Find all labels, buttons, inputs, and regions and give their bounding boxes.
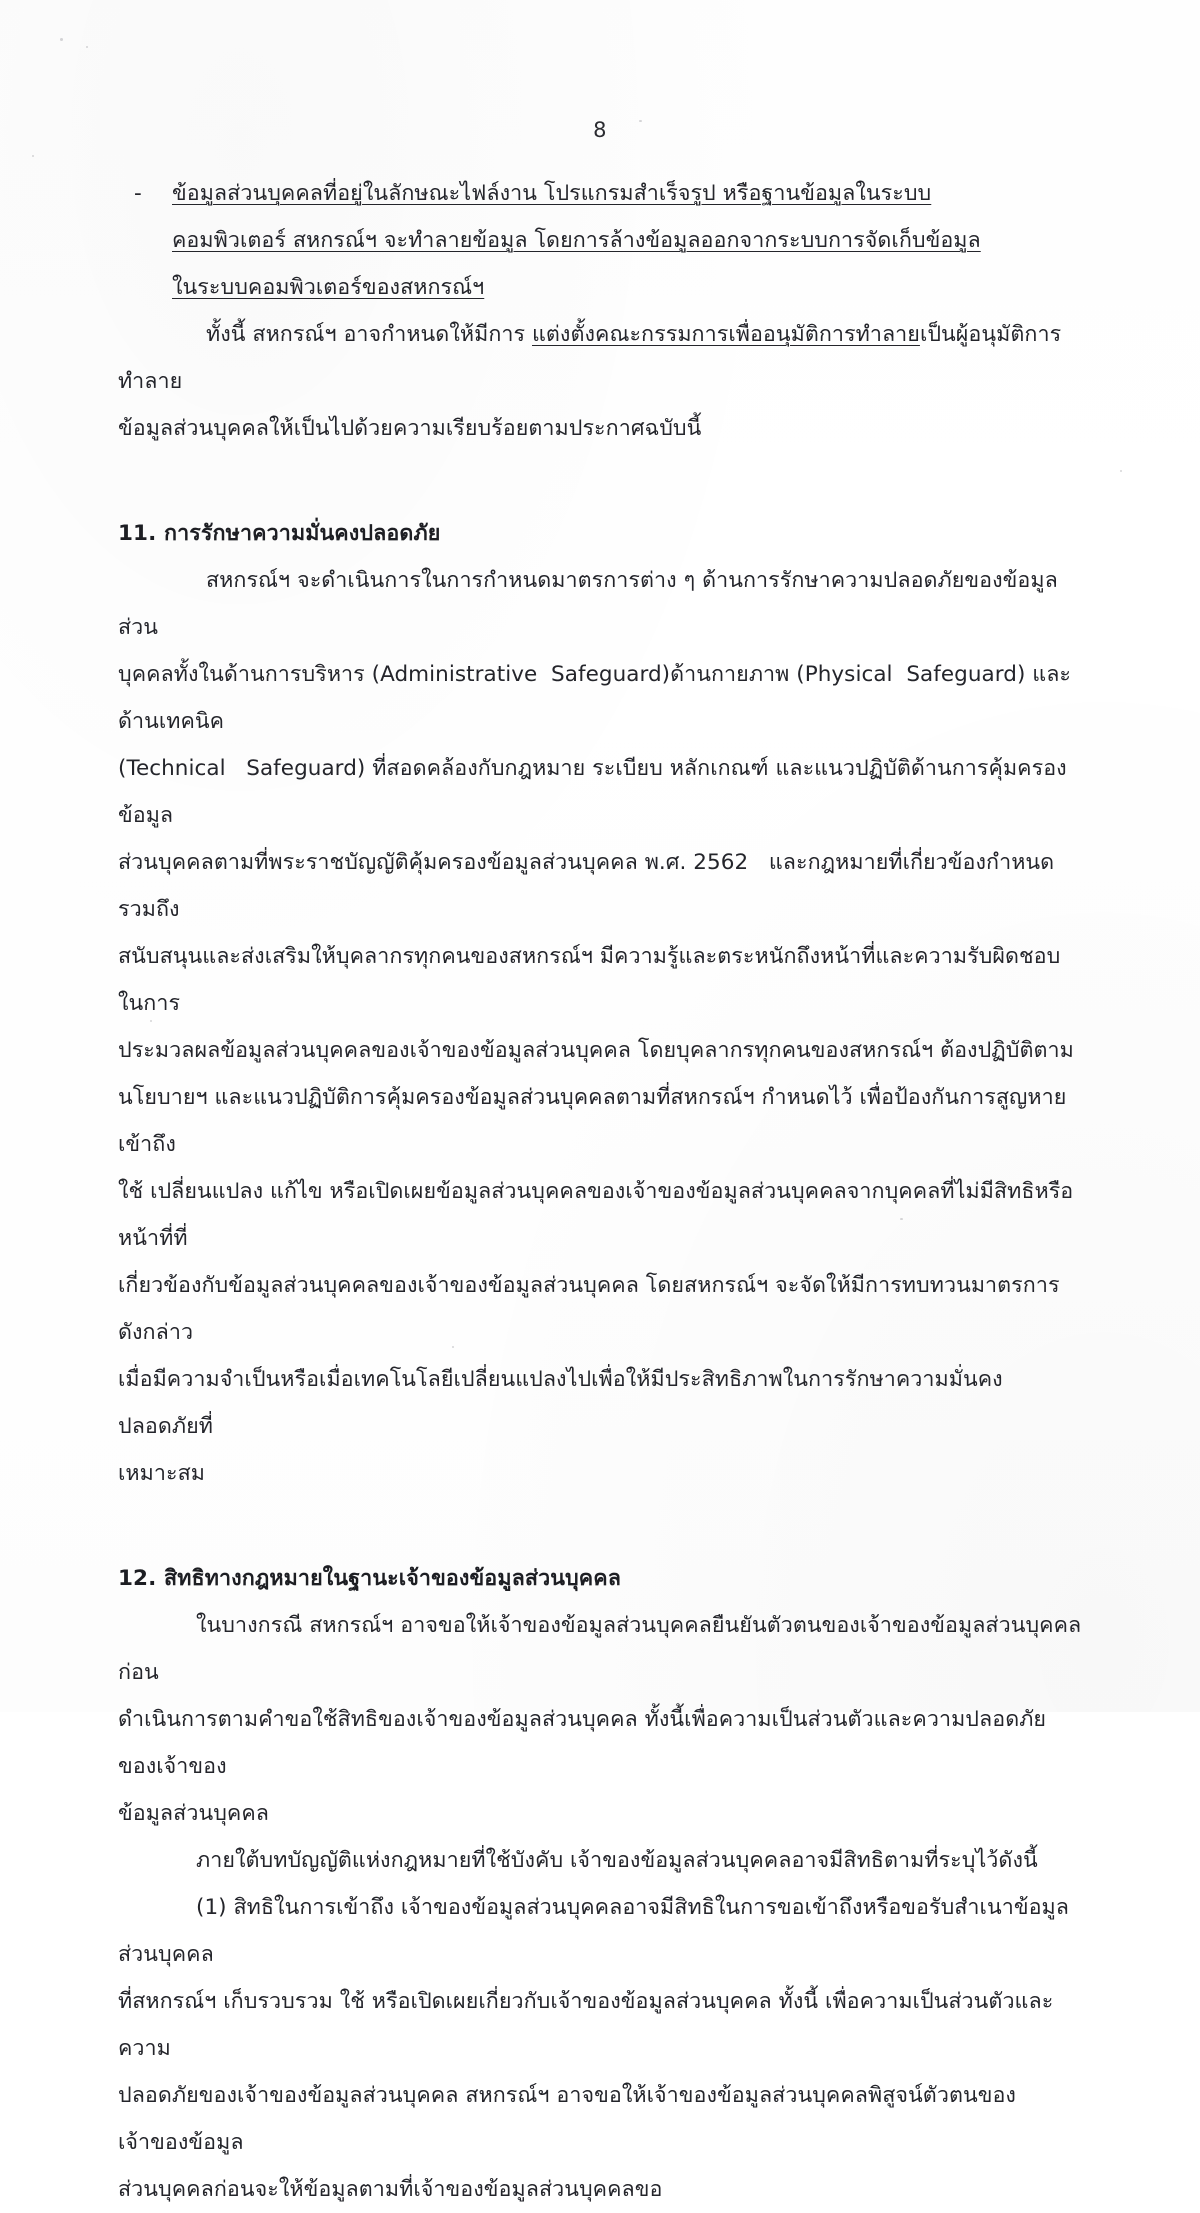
text-run: ทั้งนี้ สหกรณ์ฯ อาจกำหนดให้มีการ xyxy=(206,322,532,347)
scan-speckle xyxy=(86,46,88,48)
paragraph-legal-rights-lead xyxy=(118,1837,1083,1884)
scan-speckle xyxy=(32,155,34,157)
underlined-text-run: แต่งตั้งคณะกรรมการเพื่ออนุมัติการทำลาย xyxy=(532,322,920,347)
paragraph-line: ใช้ เปลี่ยนแปลง แก้ไข หรือเปิดเผยข้อมูลส่วนบุคคลของเจ้าของข้อมูลส่วนบุคคลจากบุคคลที่ไม่มีสิทธิหรือหน้าที่ที่ xyxy=(118,1179,1074,1251)
paragraph-right-1-access xyxy=(118,1884,1083,2213)
paragraph-line: เมื่อมีความจำเป็นหรือเมื่อเทคโนโลยีเปลี่ยนแปลงไปเพื่อให้มีประสิทธิภาพในการรักษาความมั่นคงปลอดภัยที่ xyxy=(118,1367,1003,1439)
document-body xyxy=(118,170,1083,2213)
paragraph-line: ที่สหกรณ์ฯ เก็บรวบรวม ใช้ หรือเปิดเผยเกี่ยวกับเจ้าของข้อมูลส่วนบุคคล ทั้งนี้ เพื่อความเป็นส่วนตัวและความ xyxy=(118,1989,1054,2061)
section-spacer xyxy=(118,452,1083,510)
section-heading-12: 12. สิทธิทางกฎหมายในฐานะเจ้าของข้อมูลส่วนบุคคล xyxy=(118,1566,622,1591)
paragraph-section-12-intro xyxy=(118,1602,1083,1837)
paragraph-line: ดำเนินการตามคำขอใช้สิทธิของเจ้าของข้อมูลส่วนบุคคล ทั้งนี้เพื่อความเป็นส่วนตัวและความปลอดภัยของเจ้าของ xyxy=(118,1707,1047,1779)
paragraph-line: นโยบายฯ และแนวปฏิบัติการคุ้มครองข้อมูลส่วนบุคคลตามที่สหกรณ์ฯ กำหนดไว้ เพื่อป้องกันการสูญหาย เข้าถึง xyxy=(118,1085,1074,1157)
paragraph-line: ข้อมูลส่วนบุคคลให้เป็นไปด้วยความเรียบร้อยตามประกาศฉบับนี้ xyxy=(118,416,702,441)
section-spacer xyxy=(118,1497,1083,1555)
paragraph-line: เหมาะสม xyxy=(118,1461,205,1486)
paragraph-line: ในระบบคอมพิวเตอร์ของสหกรณ์ฯ xyxy=(172,275,485,300)
paragraph xyxy=(118,311,1083,452)
scan-speckle xyxy=(60,38,63,41)
paragraph-line: ภายใต้บทบัญญัติแห่งกฎหมายที่ใช้บังคับ เจ้าของข้อมูลส่วนบุคคลอาจมีสิทธิตามที่ระบุไว้ดังนี้ xyxy=(196,1848,1038,1873)
bullet-dash: - xyxy=(134,181,142,206)
paragraph-line: (Technical Safeguard) ที่สอดคล้องกับกฎหมาย ระเบียบ หลักเกณฑ์ และแนวปฏิบัติด้านการคุ้มครองข้อมูล xyxy=(118,756,1067,828)
paragraph-line xyxy=(118,311,1083,405)
list-item-text xyxy=(160,170,1083,311)
scan-speckle xyxy=(1120,470,1122,472)
paragraph-line: ข้อมูลส่วนบุคคลที่อยู่ในลักษณะไฟล์งาน โปรแกรมสำเร็จรูป หรือฐานข้อมูลในระบบ xyxy=(172,181,932,206)
section-heading-11: 11. การรักษาความมั่นคงปลอดภัย xyxy=(118,521,441,546)
paragraph-line: เกี่ยวข้องกับข้อมูลส่วนบุคคลของเจ้าของข้อมูลส่วนบุคคล โดยสหกรณ์ฯ จะจัดให้มีการทบทวนมาตรการดังกล่าว xyxy=(118,1273,1060,1345)
paragraph-line: (1) สิทธิในการเข้าถึง เจ้าของข้อมูลส่วนบุคคลอาจมีสิทธิในการขอเข้าถึงหรือขอรับสำเนาข้อมูลส่วนบุคคล xyxy=(118,1895,1069,1967)
list-item xyxy=(118,170,1083,311)
paragraph-section-11 xyxy=(118,557,1083,1497)
paragraph-line: ปลอดภัยของเจ้าของข้อมูลส่วนบุคคล สหกรณ์ฯ อาจขอให้เจ้าของข้อมูลส่วนบุคคลพิสูจน์ตัวตนของเจ้าของข้อมูล xyxy=(118,2083,1016,2155)
paragraph-line: คอมพิวเตอร์ สหกรณ์ฯ จะทำลายข้อมูล โดยการล้างข้อมูลออกจากระบบการจัดเก็บข้อมูล xyxy=(172,228,981,253)
paragraph-line: ประมวลผลข้อมูลส่วนบุคคลของเจ้าของข้อมูลส่วนบุคคล โดยบุคลากรทุกคนของสหกรณ์ฯ ต้องปฏิบัติตาม xyxy=(118,1038,1074,1063)
paragraph-line: สนับสนุนและส่งเสริมให้บุคลากรทุกคนของสหกรณ์ฯ มีความรู้และตระหนักถึงหน้าที่และความรับผิดชอบในการ xyxy=(118,944,1061,1016)
text-run: เป็นผู้อนุมัติการทำลาย xyxy=(118,322,1062,394)
paragraph-line: ส่วนบุคคลตามที่พระราชบัญญัติคุ้มครองข้อมูลส่วนบุคคล พ.ศ. 2562 และกฎหมายที่เกี่ยวข้องกำหนด รวมถึง xyxy=(118,850,1062,922)
page-number: 8 xyxy=(593,118,607,142)
paragraph-line: ในบางกรณี สหกรณ์ฯ อาจขอให้เจ้าของข้อมูลส่วนบุคคลยืนยันตัวตนของเจ้าของข้อมูลส่วนบุคคลก่อน xyxy=(118,1613,1082,1685)
paragraph-line: ส่วนบุคคลก่อนจะให้ข้อมูลตามที่เจ้าของข้อมูลส่วนบุคคลขอ xyxy=(118,2177,663,2202)
paragraph-line: สหกรณ์ฯ จะดำเนินการในการกำหนดมาตรการต่าง ๆ ด้านการรักษาความปลอดภัยของข้อมูลส่วน xyxy=(118,568,1058,640)
paragraph-line: บุคคลทั้งในด้านการบริหาร (Administrative Safeguard)ด้านกายภาพ (Physical Safeguard) และด้านเทคนิค xyxy=(118,662,1072,734)
paragraph-line: ข้อมูลส่วนบุคคล xyxy=(118,1801,269,1826)
